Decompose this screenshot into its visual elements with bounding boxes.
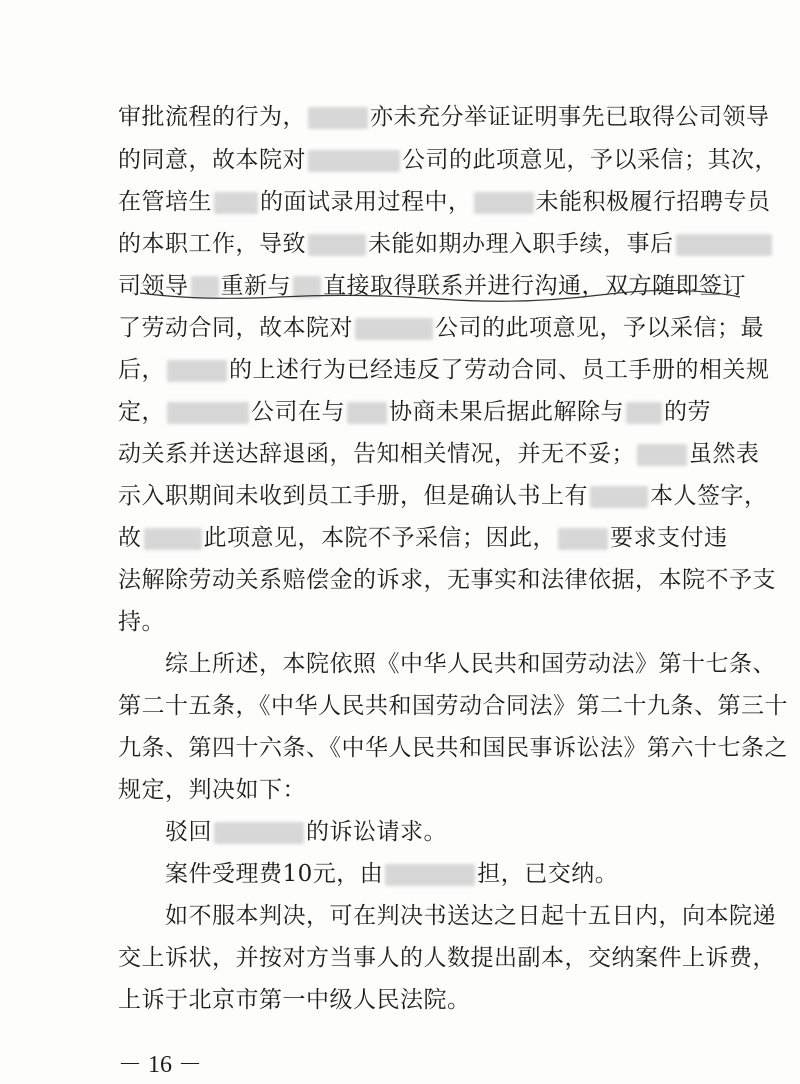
- text-line: [118, 649, 776, 679]
- text-segment: 公司的此项意见，予以采信；最: [435, 315, 764, 341]
- text-segment: 此项意见，本院不予采信；因此，: [203, 525, 556, 551]
- text-segment: 持。: [118, 609, 165, 635]
- text-segment: 担，已交纳。: [477, 861, 619, 887]
- text-segment: 司领导: [118, 273, 189, 299]
- text-segment: 示入职期间未收到员工手册，但是确认书上有: [118, 483, 588, 509]
- redaction: [637, 444, 687, 466]
- text-segment: 上诉于北京市第一中级人民法院。: [118, 987, 471, 1013]
- text-segment: 的同意，故本院对: [118, 147, 306, 173]
- text-segment: 直接取得联系并进行沟通，双方随即签订: [323, 273, 746, 299]
- redaction: [214, 192, 258, 214]
- text-segment: 未能如期办理入职手续，事后: [368, 231, 674, 257]
- text-segment: 第二十五条，《中华人民共和国劳动合同法》第二十九条、第三十: [118, 693, 788, 719]
- text-line: [118, 733, 788, 763]
- text-segment: 综上所述，本院依照《中华人民共和国劳动法》第十七条、: [118, 651, 776, 677]
- text-segment: 本人签字，: [650, 483, 768, 509]
- text-line: [118, 355, 770, 385]
- text-segment: 交上诉状，并按对方当事人的人数提出副本，交纳案件上诉费，: [118, 945, 776, 971]
- text-segment: 故: [118, 525, 142, 551]
- text-segment: 的劳: [664, 399, 711, 425]
- text-line: [118, 691, 788, 721]
- text-segment: 如不服本判决，可在判决书送达之日起十五日内，向本院递: [118, 903, 776, 929]
- redaction: [167, 402, 249, 424]
- text-line: [118, 901, 776, 931]
- redaction: [355, 318, 433, 340]
- text-line: [118, 102, 770, 132]
- redaction: [385, 864, 475, 886]
- text-segment: 案件受理费10元，由: [118, 861, 384, 887]
- text-line: [118, 187, 771, 217]
- text-line: [118, 523, 738, 553]
- text-line: [118, 817, 738, 847]
- text-segment: 法解除劳动关系赔偿金的诉求，无事实和法律依据，本院不予支: [118, 567, 776, 593]
- text-segment: 公司在与: [251, 399, 345, 425]
- text-segment: 公司的此项意见，予以采信；其次，: [402, 147, 778, 173]
- text-segment: 亦未充分举证证明事先已取得公司领导: [370, 104, 770, 130]
- redaction: [308, 234, 366, 256]
- text-segment: 规定，判决如下：: [118, 777, 306, 803]
- redaction: [308, 150, 400, 172]
- text-segment: 后，: [118, 357, 165, 383]
- redaction: [474, 192, 534, 214]
- text-line: [118, 229, 738, 259]
- redaction: [626, 402, 662, 424]
- text-segment: 定，: [118, 399, 165, 425]
- text-segment: 要求支付违: [610, 525, 728, 551]
- text-segment: 的上述行为已经违反了劳动合同、员工手册的相关规: [229, 357, 770, 383]
- text-line: [118, 313, 764, 343]
- handwritten-underline: [140, 287, 740, 309]
- text-line: [118, 985, 738, 1015]
- text-segment: 的诉讼请求。: [306, 819, 447, 845]
- redaction: [214, 822, 304, 844]
- text-line: [118, 397, 738, 427]
- text-line: [118, 943, 776, 973]
- redaction: [590, 486, 648, 508]
- text-segment: 协商未果后据此解除与: [389, 399, 624, 425]
- text-segment: 未能积极履行招聘专员: [535, 189, 771, 215]
- text-segment: 重新与: [220, 273, 291, 299]
- page-number: － 16 －: [118, 1052, 202, 1078]
- text-line: [118, 607, 738, 637]
- text-segment: 虽然表: [689, 441, 760, 467]
- text-segment: 九条、第四十六条、《中华人民共和国民事诉讼法》第六十七条之: [118, 735, 788, 761]
- text-line: [118, 145, 778, 175]
- redaction: [308, 107, 368, 129]
- text-segment: 在管培生: [118, 189, 212, 215]
- text-segment: 审批流程的行为，: [118, 104, 306, 130]
- text-segment: 的本职工作，导致: [118, 231, 306, 257]
- redaction: [347, 402, 387, 424]
- text-segment: 动关系并送达辞退函，告知相关情况，并无不妥；: [118, 441, 635, 467]
- redaction: [144, 528, 202, 550]
- text-segment: 驳回: [118, 819, 212, 845]
- text-line: [118, 439, 760, 469]
- text-line: [118, 859, 738, 889]
- text-segment: 了劳动合同，故本院对: [118, 315, 353, 341]
- text-line: [118, 565, 776, 595]
- text-line: [118, 481, 768, 511]
- text-segment: 的面试录用过程中，: [260, 189, 472, 215]
- text-line: [118, 775, 738, 805]
- redaction: [676, 234, 772, 256]
- redaction: [167, 360, 227, 382]
- redaction: [558, 528, 608, 550]
